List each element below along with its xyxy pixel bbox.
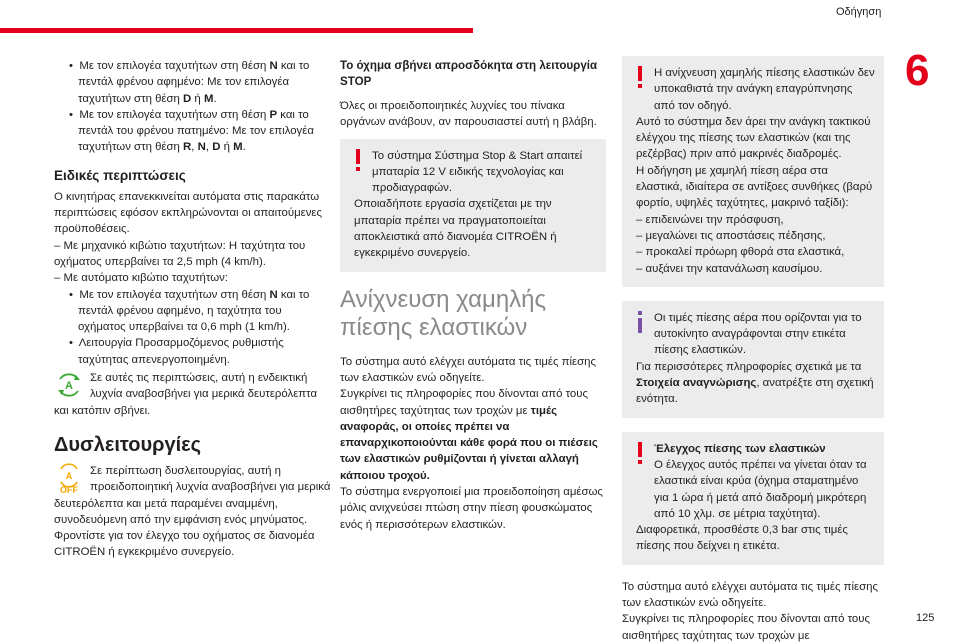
column-2 — [340, 58, 606, 533]
low-pressure-driving-text: Η οδήγηση με χαμηλή πίεση αέρα στα ελαστικά, ιδιαίτερα σε αντίξοες συνθήκες (βαρύ φορτίο, υψηλές ταχύτητες, μακρινό ταξίδι): — [636, 164, 873, 210]
info-mark-icon — [637, 311, 643, 338]
vigilance-text: Η ανίχνευση χαμηλής πίεσης ελαστικών δεν υποκαθιστά την ανάγκη επαγρύπνησης από τον οδηγό. — [654, 67, 875, 112]
pressure-check-title: Έλεγχος πίεσης των ελαστικών — [654, 442, 826, 455]
pressure-label-text: Οι τιμές πίεσης αέρα που ορίζονται για το αυτοκίνητο αναγράφονται στην ετικέτα πίεσης ελαστικών. — [654, 311, 862, 357]
warning-box-battery — [340, 139, 606, 272]
heading-stall-stop-mode: Το όχημα σβήνει απροσδόκητα στη λειτουργία STOP — [340, 59, 598, 88]
dash-grip: – επιδεινώνει την πρόσφυση, — [636, 213, 784, 226]
warning-box-driver-vigilance — [622, 56, 884, 287]
pressure-check-cold-text: Ο έλεγχος αυτός πρέπει να γίνεται όταν τα ελαστικά είναι κρύα (όχημα σταματημένο για 1 ώρα ή μετά από διαδρομή μικρότερη από 10 χλμ. σε μέτρια ταχύτητα). — [654, 458, 867, 520]
pressure-check-warm-text: Διαφορετικά, προσθέστε 0,3 bar στις τιμές πίεσης που δείχνει η ετικέτα. — [636, 524, 848, 553]
warning-mark-icon — [637, 66, 643, 93]
column-1 — [54, 58, 332, 561]
page-number: 125 — [916, 612, 935, 624]
bullet-gearbox-n: • Με τον επιλογέα ταχυτήτων στη θέση N και το πεντάλ φρένου αφημένο: Με τον επιλογέα ταχυτήτων στη θέση D ή M. — [69, 60, 310, 105]
dash-automatic-gearbox: – Με αυτόματο κιβώτιο ταχυτήτων: — [54, 272, 228, 285]
paragraph-system-check: Το σύστημα αυτό ελέγχει αυτόματα τις τιμές πίεσης των ελαστικών ενώ οδηγείτε. — [622, 580, 878, 610]
dash-wear: – προκαλεί πρόωρη φθορά στα ελαστικά, — [636, 246, 845, 259]
sub-bullet-adaptive-cruise: • Λειτουργία Προσαρμοζόμενος ρυθμιστής ταχύτητας απενεργοποιημένη. — [69, 337, 284, 366]
dash-braking: – μεγαλώνει τις αποστάσεις πέδησης, — [636, 229, 826, 242]
paragraph-tpms-alert: Το σύστημα ενεργοποιεί μια προειδοποίηση αμέσως μόλις ανιχνεύσει πτώση στην πίεση φουσκώματος ενός ή περισσότερων ελαστικών. — [340, 486, 603, 531]
bullet-gearbox-p: • Με τον επιλογέα ταχυτήτων στη θέση P και το πεντάλ του φρένου πατημένο: Με τον επιλογέα ταχυτήτων στη θέση R, N, D ή M. — [69, 108, 314, 154]
section-title: Οδήγηση — [836, 6, 882, 18]
identification-reference-text: Για περισσότερες πληροφορίες σχετικά με τα Στοιχεία αναγνώρισης, ανατρέξτε στη σχετική ενότητα. — [636, 360, 874, 406]
sub-bullet-selector-n: • Με τον επιλογέα ταχυτήτων στη θέση N και το πεντάλ φρένου αφημένο, η ταχύτητα του οχήματος υπερβαίνει τα 0,6 mph (1 km/h). — [69, 288, 310, 334]
header-accent-bar — [0, 28, 473, 33]
column-3 — [622, 56, 884, 644]
heading-special-cases: Ειδικές περιπτώσεις — [54, 167, 186, 183]
chapter-number: 6 — [905, 46, 930, 95]
warning-mark-icon — [355, 149, 361, 176]
paragraph-compare: Συγκρίνει τις πληροφορίες που δίνονται από τους αισθητήρες ταχύτητας των τροχών με — [622, 613, 870, 642]
paragraph-stall-stop-mode: Όλες οι προειδοποιητικές λυχνίες του πίνακα οργάνων ανάβουν, αν παρουσιαστεί αυτή η βλάβη. — [340, 100, 597, 129]
stop-start-off-icon — [54, 463, 84, 495]
paragraph-tpms-intro: Το σύστημα αυτό ελέγχει αυτόματα τις τιμές πίεσης των ελαστικών ενώ οδηγείτε. — [340, 355, 596, 384]
regular-check-text: Αυτό το σύστημα δεν άρει την ανάγκη τακτικού ελέγχου της πίεσης των ελαστικών (και της ρεζέρβας) πριν από μακρινές διαδρομές. — [636, 115, 871, 161]
paragraph-tpms-reference: Συγκρίνει τις πληροφορίες που δίνονται από τους αισθητήρες ταχύτητας των τροχών με τιμές αναφοράς, οι οποίες πρέπει να επαναρχικοποιούνται κάθε φορά που οι πιέσεις των ελαστικών ρυθμίζονται ή γίνεται αλλαγή κάποιου τροχού. — [340, 388, 598, 482]
stop-start-active-icon — [54, 370, 84, 400]
note-malfunction: A OFF Σε περίπτωση δυσλειτουργίας, αυτή η προειδοποιητική λυχνία αναβοσβήνει για μερικά δευτερόλεπτα και μετά παραμένει αναμμένη, συνοδευόμενη από την εμφάνιση ενός μηνύματος. Φροντίστε για τον έλεγχο του οχήματος σε διανομέα CITROËN ή εγκεκριμένο συνεργείο. — [54, 464, 331, 559]
info-box-pressure-label — [622, 301, 884, 418]
svg-text:A: A — [65, 470, 73, 481]
heading-malfunctions: Δυσλειτουργίες — [54, 433, 202, 456]
warning-box-pressure-check — [622, 432, 884, 565]
battery-requirement-text: Το σύστημα Σύστημα Stop & Start απαιτεί μπαταρία 12 V ειδικής τεχνολογίας και προδιαγραφών. — [372, 149, 583, 195]
warning-mark-icon — [637, 442, 643, 469]
heading-low-tyre-pressure: Ανίχνευση χαμηλής πίεσης ελαστικών — [340, 285, 547, 341]
note-restart-indicator: A Σε αυτές τις περιπτώσεις, αυτή η ενδεικτική λυχνία αναβοσβήνει για μερικά δευτερόλεπτα και κατόπιν σβήνει. — [54, 372, 318, 417]
svg-text:A: A — [65, 380, 73, 393]
svg-text:OFF: OFF — [60, 484, 78, 495]
dash-consumption: – αυξάνει την κατανάλωση καυσίμου. — [636, 262, 823, 275]
paragraph-special-cases: Ο κινητήρας επανεκκινείται αυτόματα στις παρακάτω περιπτώσεις εφόσον εκπληρώνονται οι απαιτούμενες προϋποθέσεις. — [54, 190, 322, 236]
battery-service-text: Οποιαδήποτε εργασία σχετίζεται με την μπαταρία πρέπει να πραγματοποιείται αποκλειστικά από διανομέα CITROËN ή εγκεκριμένο συνεργείο. — [354, 198, 557, 260]
dash-manual-gearbox: – Με μηχανικό κιβώτιο ταχυτήτων: Η ταχύτητα του οχήματος υπερβαίνει τα 2,5 mph (4 km/h). — [54, 239, 306, 268]
